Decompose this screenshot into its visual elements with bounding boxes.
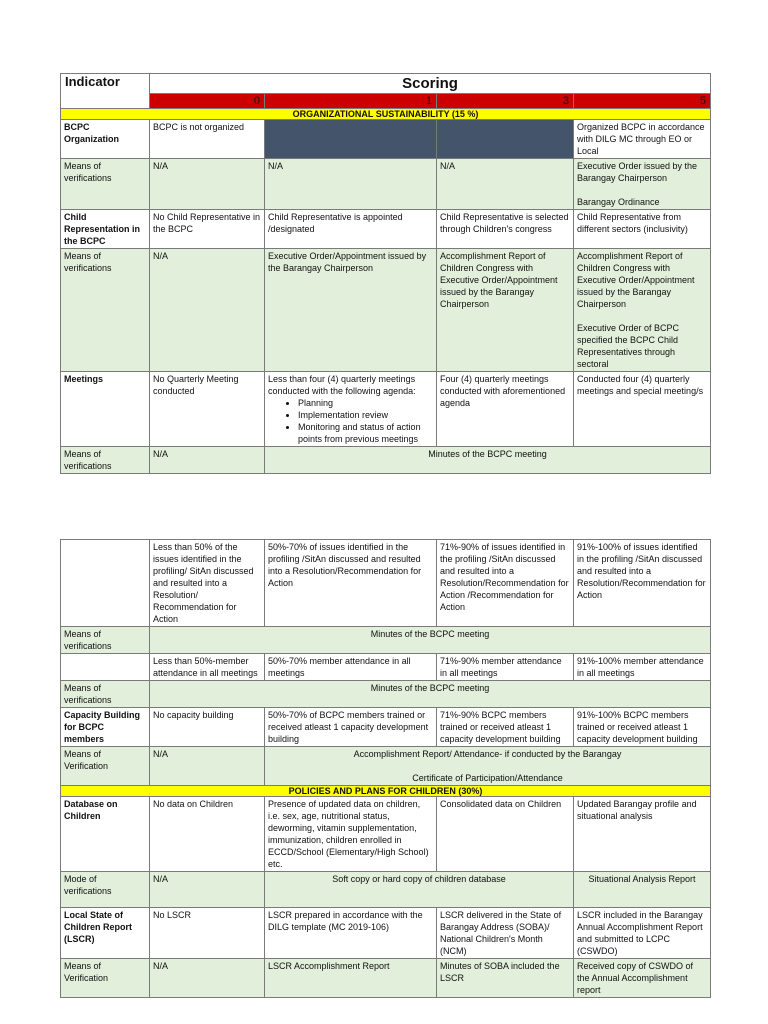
cell-score-5 xyxy=(574,159,711,210)
cell-score-0: N/A xyxy=(150,159,265,210)
score-0-header: 0 xyxy=(150,94,265,109)
cell-score-3: Minutes of SOBA included the LSCR xyxy=(437,959,574,998)
indicator-lscr: Local State of Children Report (LSCR) xyxy=(61,908,150,959)
indicator-blank xyxy=(61,654,150,681)
cell-score-0: BCPC is not organized xyxy=(150,120,265,159)
cell-score-3: 71%-90% of issues identified in the profiling /SitAn discussed and resulted into a Resolution/Recommendation for Action /Recommendation for Action xyxy=(437,540,574,627)
cell-score-3: Accomplishment Report of Children Congress with Executive Order/Appointment issued by the Barangay Chairperson xyxy=(437,249,574,372)
cell-score-3: Consolidated data on Children xyxy=(437,797,574,872)
cell-score-5: Received copy of CSWDO of the Annual Accomplishment report xyxy=(574,959,711,998)
cell-score-3-empty xyxy=(437,120,574,159)
cell-score-0: No capacity building xyxy=(150,708,265,747)
mov-label: Means of Verification xyxy=(61,959,150,998)
cell-score-1: 50%-70% of BCPC members trained or received atleast 1 capacity development building xyxy=(265,708,437,747)
section-policies: POLICIES AND PLANS FOR CHILDREN (30%) xyxy=(61,786,711,797)
cell-score-3: 71%-90% member attendance in all meetings xyxy=(437,654,574,681)
cell-score-3: LSCR delivered in the State of Barangay Address (SOBA)/ National Children's Month (NCM) xyxy=(437,908,574,959)
cell-score-3: N/A xyxy=(437,159,574,210)
score-3-header: 3 xyxy=(437,94,574,109)
indicator-header: Indicator xyxy=(61,74,150,109)
mov-label: Means of verifications xyxy=(61,447,150,474)
mov-label: Mode of verifications xyxy=(61,872,150,908)
mov-accomplishment-attendance: Accomplishment Report/ Attendance- if conducted by the Barangay xyxy=(353,749,622,759)
cell-score-0: N/A xyxy=(150,872,265,908)
cell-score-5: Situational Analysis Report xyxy=(574,872,711,908)
cell-merged: Soft copy or hard copy of children database xyxy=(265,872,574,908)
cell-score-5: Updated Barangay profile and situational analysis xyxy=(574,797,711,872)
agenda-item: • Implementation review xyxy=(298,409,433,421)
cell-score-1: LSCR Accomplishment Report xyxy=(265,959,437,998)
scoring-table-2 xyxy=(60,539,711,998)
cell-score-5: 91%-100% member attendance in all meetings xyxy=(574,654,711,681)
cell-score-1: Executive Order/Appointment issued by the Barangay Chairperson xyxy=(265,249,437,372)
indicator-bcpc-organization: BCPC Organization xyxy=(61,120,150,159)
scoring-header: Scoring xyxy=(150,74,711,94)
mov-label: Means of verifications xyxy=(61,627,150,654)
cell-merged: Minutes of the BCPC meeting xyxy=(150,681,711,708)
cell-score-1: Child Representative is appointed /designated xyxy=(265,210,437,249)
cell-score-3: Four (4) quarterly meetings conducted with aforementioned agenda xyxy=(437,372,574,447)
cell-score-0: N/A xyxy=(150,447,265,474)
meeting-agenda-intro: Less than four (4) quarterly meetings conducted with the following agenda: xyxy=(268,374,416,396)
cell-merged xyxy=(265,747,711,786)
cell-score-3: Child Representative is selected through Children's congress xyxy=(437,210,574,249)
mov-certificate: Certificate of Participation/Attendance xyxy=(412,773,563,783)
indicator-capacity-building: Capacity Building for BCPC members xyxy=(61,708,150,747)
indicator-blank xyxy=(61,540,150,627)
cell-score-0: Less than 50% of the issues identified in the profiling/ SitAn discussed and resulted into a Resolution/ Recommendation for Action xyxy=(150,540,265,627)
cell-score-0: Less than 50%-member attendance in all meetings xyxy=(150,654,265,681)
cell-score-5: 91%-100% BCPC members trained or received atleast 1 capacity development building xyxy=(574,708,711,747)
cell-score-1: 50%-70% of issues identified in the profiling /SitAn discussed and resulted into a Resolution/Recommendation for Action xyxy=(265,540,437,627)
mov-ordinance: Barangay Ordinance xyxy=(577,197,660,207)
mov-label: Means of verifications xyxy=(61,249,150,372)
indicator-child-representation: Child Representation in the BCPC xyxy=(61,210,150,249)
cell-merged: Minutes of the BCPC meeting xyxy=(150,627,711,654)
cell-score-0: No data on Children xyxy=(150,797,265,872)
cell-merged: Minutes of the BCPC meeting xyxy=(265,447,711,474)
mov-label: Means of verifications xyxy=(61,159,150,210)
mov-label: Means of verifications xyxy=(61,681,150,708)
cell-score-5 xyxy=(574,249,711,372)
mov-accomplishment-report: Accomplishment Report of Children Congress with Executive Order/Appointment issued by the Barangay Chairperson xyxy=(577,251,695,309)
cell-score-1: LSCR prepared in accordance with the DILG template (MC 2019-106) xyxy=(265,908,437,959)
cell-score-5: Conducted four (4) quarterly meetings and special meeting/s xyxy=(574,372,711,447)
cell-score-1-empty xyxy=(265,120,437,159)
section-organizational: ORGANIZATIONAL SUSTAINABILITY (15 %) xyxy=(61,109,711,120)
score-1-header: 1 xyxy=(265,94,437,109)
cell-score-5: LSCR included in the Barangay Annual Accomplishment Report and submitted to LCPC (CSWDO) xyxy=(574,908,711,959)
score-5-header: 5 xyxy=(574,94,711,109)
cell-score-0: No LSCR xyxy=(150,908,265,959)
cell-score-0: No Child Representative in the BCPC xyxy=(150,210,265,249)
agenda-item: • Planning xyxy=(298,397,433,409)
cell-score-0: N/A xyxy=(150,747,265,786)
cell-score-3: 71%-90% BCPC members trained or received atleast 1 capacity development building xyxy=(437,708,574,747)
cell-score-5: Child Representative from different sectors (inclusivity) xyxy=(574,210,711,249)
cell-score-1: N/A xyxy=(265,159,437,210)
cell-score-0: N/A xyxy=(150,249,265,372)
cell-score-0: No Quarterly Meeting conducted xyxy=(150,372,265,447)
agenda-item: • Monitoring and status of action points from previous meetings xyxy=(298,421,433,445)
cell-score-1: Presence of updated data on children, i.e. sex, age, nutritional status, deworming, vitamin supplementation, immunization, children enrolled in ECCD/School (Elementary/High School) etc. xyxy=(265,797,437,872)
cell-score-5: Organized BCPC in accordance with DILG MC through EO or Local xyxy=(574,120,711,159)
agenda-list xyxy=(268,397,433,445)
mov-executive-order: Executive Order issued by the Barangay Chairperson xyxy=(577,161,698,183)
mov-executive-order-bcpc: Executive Order of BCPC specified the BCPC Child Representatives through sectoral xyxy=(577,323,680,369)
mov-label: Means of Verification xyxy=(61,747,150,786)
cell-score-0: N/A xyxy=(150,959,265,998)
cell-score-1 xyxy=(265,372,437,447)
scoring-table-1 xyxy=(60,73,711,474)
cell-score-5: 91%-100% of issues identified in the profiling /SitAn discussed and resulted into a Resolution/Recommendation for Action xyxy=(574,540,711,627)
cell-score-1: 50%-70% member attendance in all meetings xyxy=(265,654,437,681)
indicator-database: Database on Children xyxy=(61,797,150,872)
indicator-meetings: Meetings xyxy=(61,372,150,447)
